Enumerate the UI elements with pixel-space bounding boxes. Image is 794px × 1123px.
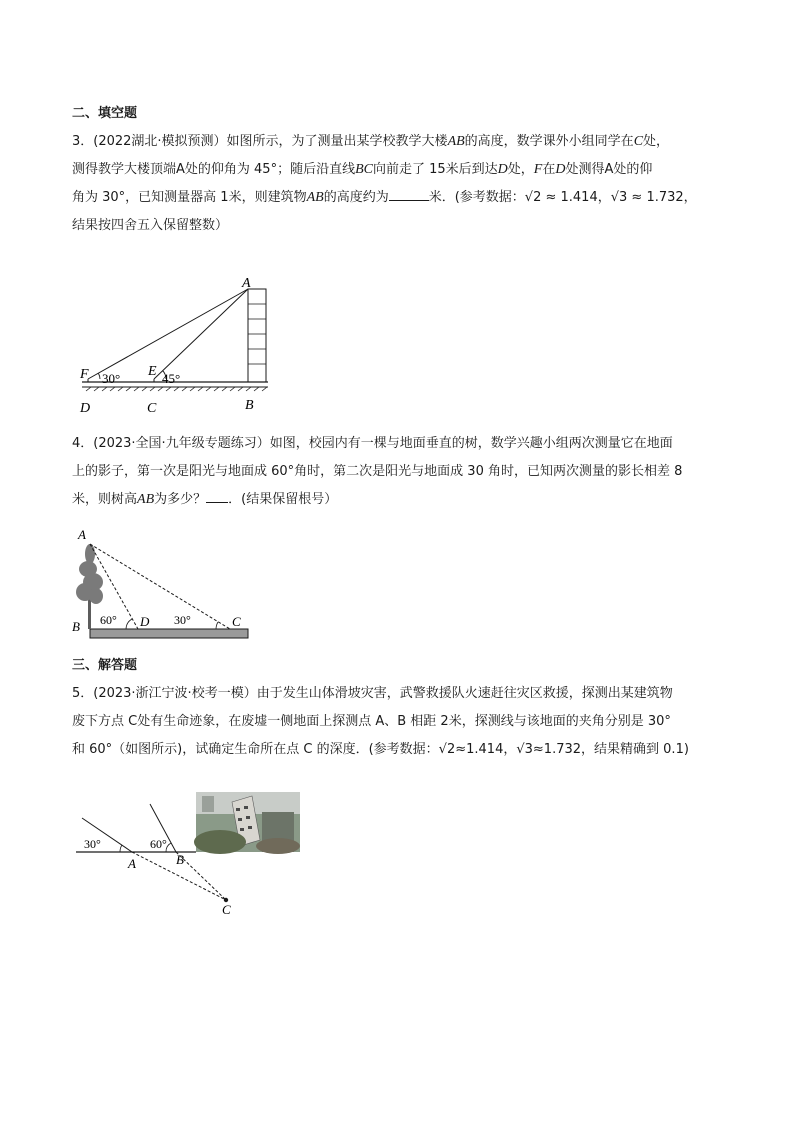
q4-line-2: 上的影子，第一次是阳光与地面成 60°角时，第二次是阳光与地面成 30 角时，已知两次测量的影长相差 8 (72, 464, 683, 479)
label-a: A (242, 276, 251, 291)
q3-line-3: 角为 30°，已知测量器高 1米，则建筑物AB的高度约为 米．(参考数据：√2 ≈ 1.414，√3 ≈ 1.732， (72, 190, 697, 205)
q4-line-3: 米，则树高AB为多少？ ．(结果保留根号） (72, 492, 338, 507)
section-heading-fill-in: 二、填空题 (72, 106, 138, 121)
label-c: C (147, 401, 157, 416)
answer-blank (389, 188, 429, 201)
angle-label-45: 45° (162, 371, 181, 386)
section-heading-answer: 三、解答题 (72, 658, 138, 673)
q3-line-4: 结果按四舍五入保留整数） (72, 218, 229, 233)
question-5-text (72, 680, 724, 764)
ruins-photo (194, 792, 300, 854)
angle-arc-30 (120, 845, 122, 852)
q3-line-2: 测得教学大楼顶端A处的仰角为 45°；随后沿直线BC向前走了 15米后到达D处，F在D处测得A处的仰 (72, 162, 653, 177)
question-3-text (72, 128, 724, 240)
building (248, 289, 266, 382)
q5-line-1: 5．(2023·浙江宁波·校考一模）由于发生山体滑坡灾害，武警救援队火速赶往灾区救援，探测出某建筑物 (72, 686, 673, 701)
angle-label-60: 60° (100, 613, 117, 627)
angle-label-30: 30° (174, 613, 191, 627)
q5-line-3: 和 60°（如图所示)，试确定生命所在点 C 的深度．(参考数据：√2≈1.414，√3≈1.732，结果精确到 0.1) (72, 742, 689, 757)
question-4-text (72, 430, 724, 514)
angle-label-30: 30° (102, 371, 121, 386)
q4-figure-tree-shadow (66, 524, 256, 646)
q4-line-1: 4．(2023·全国·九年级专题练习）如图，校园内有一棵与地面垂直的树，数学兴趣小组两次测量它在地面 (72, 436, 673, 451)
ground-strip (90, 629, 248, 638)
ref-sqrt3: √3 ≈ 1.732 (610, 190, 684, 205)
label-b: B (72, 619, 80, 634)
building-floors (248, 304, 266, 364)
ref-sqrt2: √2 ≈ 1.414 (524, 190, 598, 205)
q3-figure-building (72, 272, 282, 420)
label-b: B (245, 398, 254, 413)
label-b: B (176, 852, 184, 867)
label-f: F (80, 367, 89, 382)
q5-figure-rescue (72, 788, 304, 920)
angle-label-30: 30° (84, 837, 101, 851)
angle-arc-30 (216, 622, 218, 629)
ref-sqrt2: √2≈1.414 (438, 742, 504, 757)
label-d: D (80, 401, 91, 416)
label-d: D (140, 614, 150, 629)
label-e: E (148, 364, 157, 379)
label-a: A (78, 527, 86, 542)
angle-arc-30 (99, 374, 101, 380)
angle-label-60: 60° (150, 837, 167, 851)
label-c: C (222, 902, 231, 917)
ground-hatching (86, 387, 267, 391)
tree-canopy (76, 544, 103, 604)
q3-line-1: 3．(2022湖北·模拟预测）如图所示，为了测量出某学校教学大楼AB的高度，数学课外小组同学在C处， (72, 134, 670, 149)
ref-sqrt3: √3≈1.732 (516, 742, 582, 757)
label-c: C (232, 614, 241, 629)
q5-line-2: 废下方点 C处有生命迹象，在废墟一侧地面上探测点 A、B 相距 2米，探测线与该地面的夹角分别是 30° (72, 714, 671, 729)
answer-blank (206, 490, 228, 503)
label-a: A (128, 856, 136, 871)
angle-arc-60 (126, 619, 132, 629)
